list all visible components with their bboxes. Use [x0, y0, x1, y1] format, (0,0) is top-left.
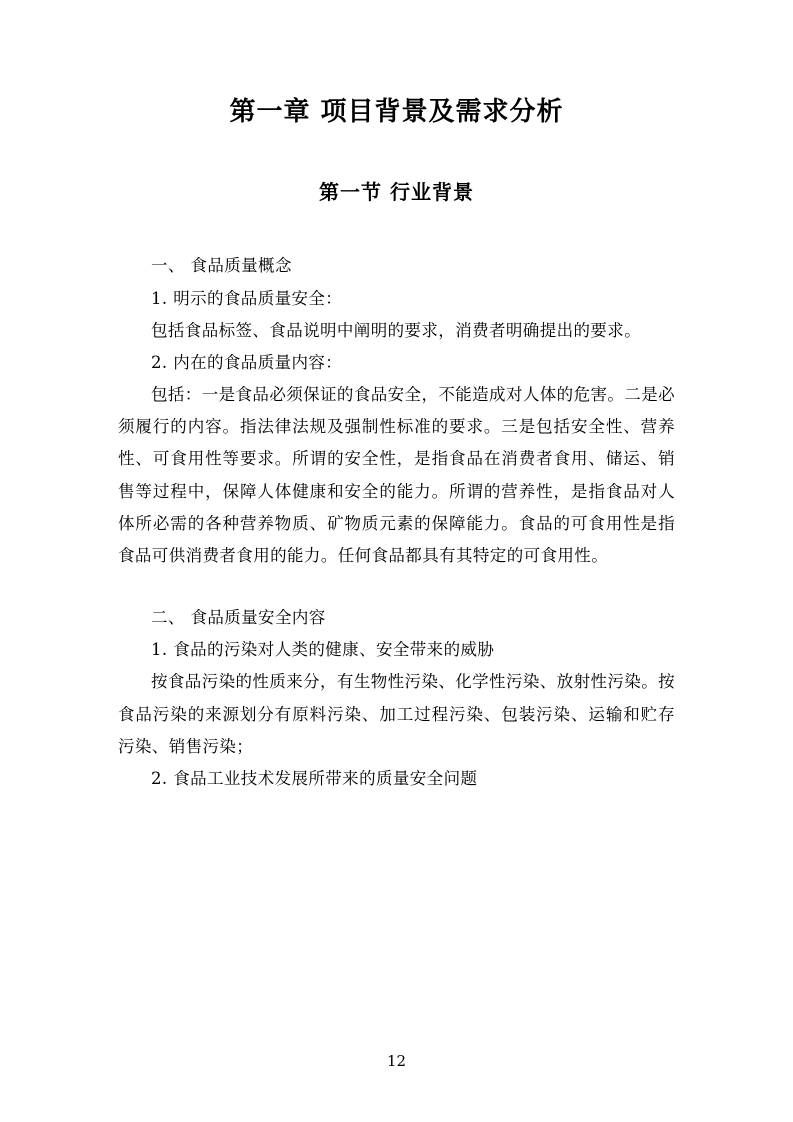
- paragraph-5: 1. 食品的污染对人类的健康、安全带来的威胁: [151, 640, 495, 660]
- paragraph-6: 按食品污染的性质来分，有生物性污染、化学性污染、放射性污染。按食品污染的来源划分有原料污染、加工过程污染、包装污染、运输和贮存污染、销售污染；: [118, 672, 675, 756]
- paragraph-spacer: [118, 572, 675, 602]
- paragraph-1: 1. 明示的食品质量安全：: [151, 288, 343, 308]
- paragraph-2: 包括食品标签、食品说明中阐明的要求，消费者明确提出的要求。: [151, 320, 642, 340]
- section-heading: 第一节 行业背景: [319, 180, 474, 205]
- paragraph-7: 2. 食品工业技术发展所带来的质量安全问题: [151, 768, 478, 788]
- subheading-one: 一、 食品质量概念: [151, 256, 292, 276]
- paragraph-3: 2. 内在的食品质量内容：: [151, 352, 343, 372]
- paragraph-4: 包括：一是食品必须保证的食品安全，不能造成对人体的危害。二是必须履行的内容。指法律法规及强制性标准的要求。三是包括安全性、营养性、可食用性等要求。所谓的安全性，是指食品在消费者食用、储运、销售等过程中，保障人体健康和安全的能力。所谓的营养性，是指食品对人体所必需的各种营养物质、矿物质元素的保障能力。食品的可食用性是指食品可供消费者食用的能力。任何食品都具有其特定的可食用性。: [118, 385, 675, 565]
- page-title: 第一章 项目背景及需求分析: [229, 97, 564, 127]
- subheading-two: 二、 食品质量安全内容: [151, 608, 326, 628]
- page-number: 12: [386, 1052, 407, 1070]
- document-body: [118, 250, 675, 795]
